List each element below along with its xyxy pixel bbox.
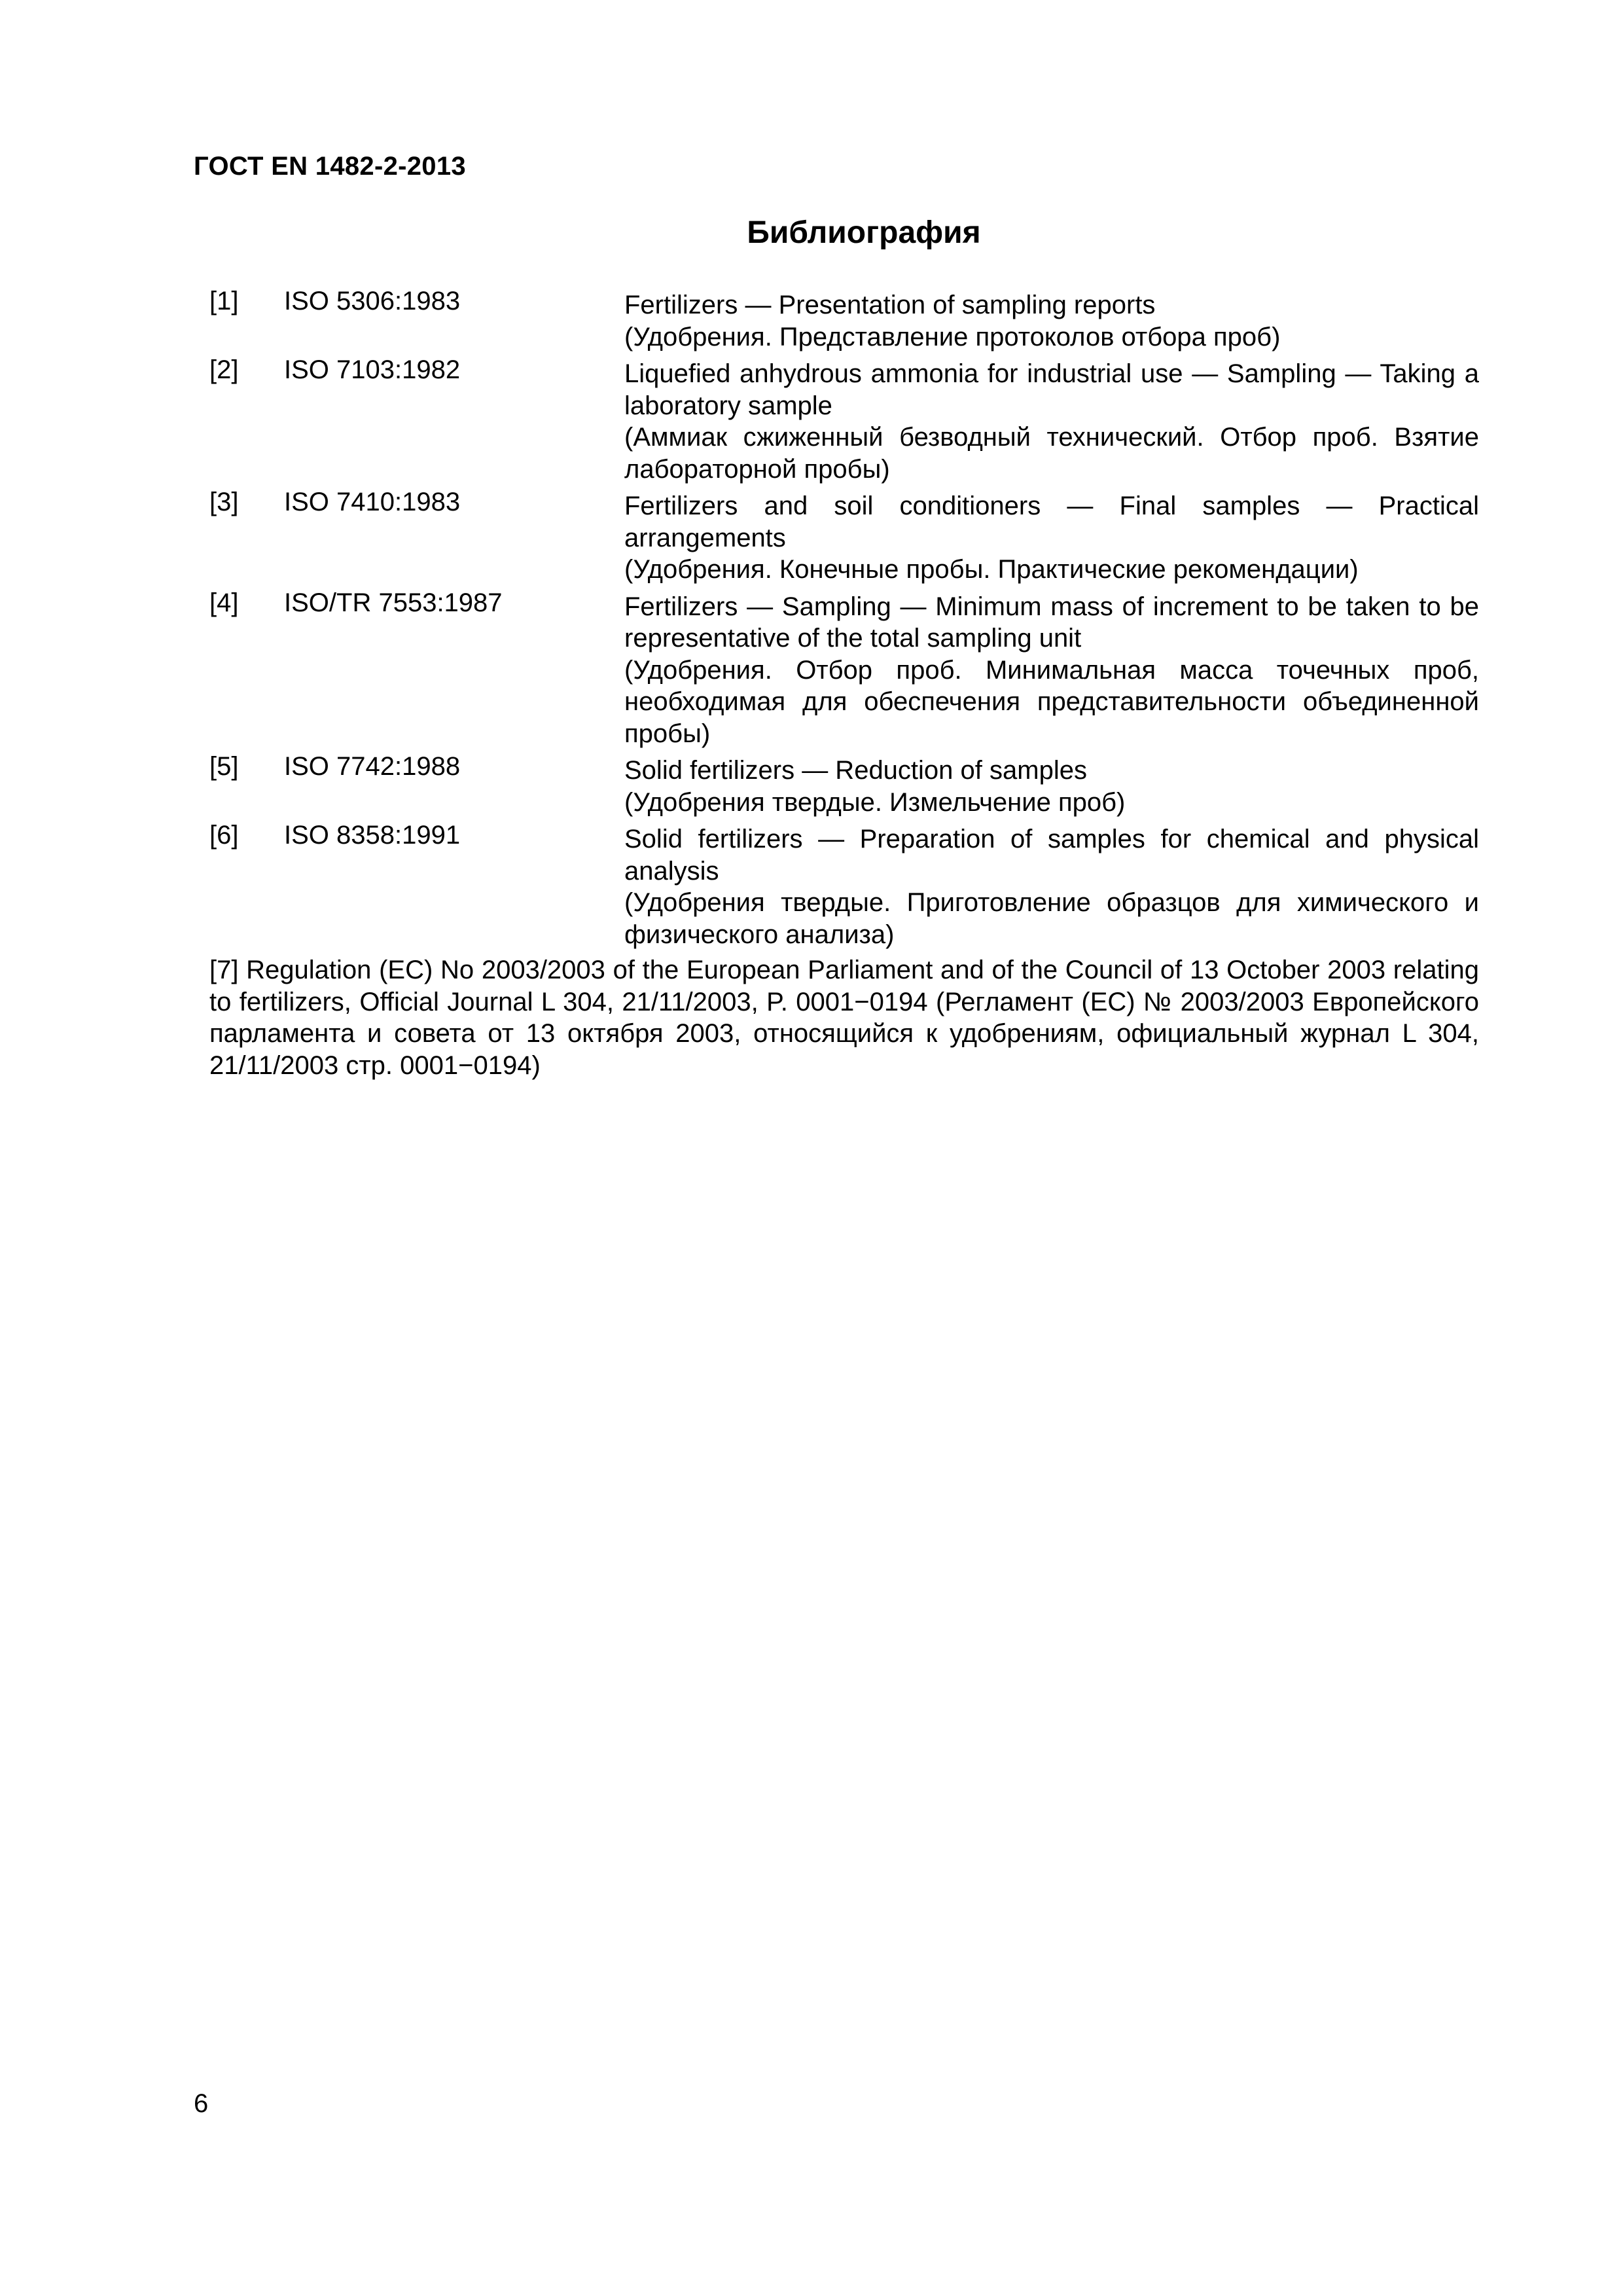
entry-description [624, 751, 1479, 818]
entry-title-ru: (Удобрения. Отбор проб. Минимальная масса точечных проб, необходимая для обеспечения представительности объединенной пробы) [624, 655, 1479, 748]
entry-title-en: Solid fertilizers — Preparation of samples for chemical and physical analysis [624, 825, 1479, 886]
entry-description [624, 285, 1479, 353]
entry-number: [6] [209, 821, 239, 850]
entry-number: [4] [209, 588, 239, 617]
entry-title-ru: (Удобрения. Конечные пробы. Практические рекомендации) [624, 555, 1359, 584]
entry-title-en: Fertilizers — Sampling — Minimum mass of increment to be taken to be representative of the total sampling unit [624, 592, 1479, 653]
entry-title-ru: (Удобрения твердые. Приготовление образцов для химического и физического анализа) [624, 888, 1479, 949]
bibliography-entry-5 [209, 751, 1479, 818]
bibliography-entry-2 [209, 354, 1479, 485]
entry-title-en: Fertilizers and soil conditioners — Final samples — Practical arrangements [624, 492, 1479, 552]
entry-title-en: Fertilizers — Presentation of sampling reports [624, 291, 1156, 319]
bibliography-entry-7-regulation: [7] Regulation (EC) No 2003/2003 of the European Parliament and of the Council of 13 October 2003 relating to fertilizers, Official Journal L 304, 21/11/2003, P. 0001−0194 (Регламент (EC) № 2003/2003 Европейского парламента и совета от 13 октября 2003, относящийся к удобрениям, официальный журнал L 304, 21/11/2003 стр. 0001−0194) [209, 956, 1479, 1080]
bibliography-entry-6 [209, 819, 1479, 950]
entry-standard-code: ISO 7410:1983 [284, 488, 461, 516]
bibliography-entry-4 [209, 587, 1479, 750]
entry-standard-code: ISO 7103:1982 [284, 355, 461, 384]
entry-title-ru: (Удобрения твердые. Измельчение проб) [624, 787, 1126, 817]
entry-description [624, 587, 1479, 750]
entry-standard-code: ISO 5306:1983 [284, 287, 461, 315]
bibliography-list [209, 285, 1479, 1081]
entry-description [624, 486, 1479, 586]
page-number: 6 [194, 2089, 209, 2118]
document-code-header: ГОСТ EN 1482-2-2013 [194, 152, 466, 181]
entry-number: [2] [209, 355, 239, 384]
entry-number: [3] [209, 488, 239, 516]
entry-standard-code: ISO 7742:1988 [284, 752, 461, 781]
entry-title-ru: (Удобрения. Представление протоколов отбора проб) [624, 322, 1281, 351]
bibliography-entry-1 [209, 285, 1479, 353]
entry-description [624, 819, 1479, 950]
entry-standard-code: ISO 8358:1991 [284, 821, 461, 850]
entry-number: [1] [209, 287, 239, 315]
bibliography-title: Библиография [747, 215, 981, 250]
entry-number: [5] [209, 752, 239, 781]
bibliography-entry-3 [209, 486, 1479, 586]
entry-title-ru: (Аммиак сжиженный безводный технический. Отбор проб. Взятие лабораторной пробы) [624, 423, 1479, 484]
entry-standard-code: ISO/TR 7553:1987 [284, 588, 503, 617]
entry-title-en: Liquefied anhydrous ammonia for industrial use — Sampling — Taking a laboratory sample [624, 359, 1479, 420]
entry-title-en: Solid fertilizers — Reduction of samples [624, 756, 1087, 785]
entry-description [624, 354, 1479, 485]
